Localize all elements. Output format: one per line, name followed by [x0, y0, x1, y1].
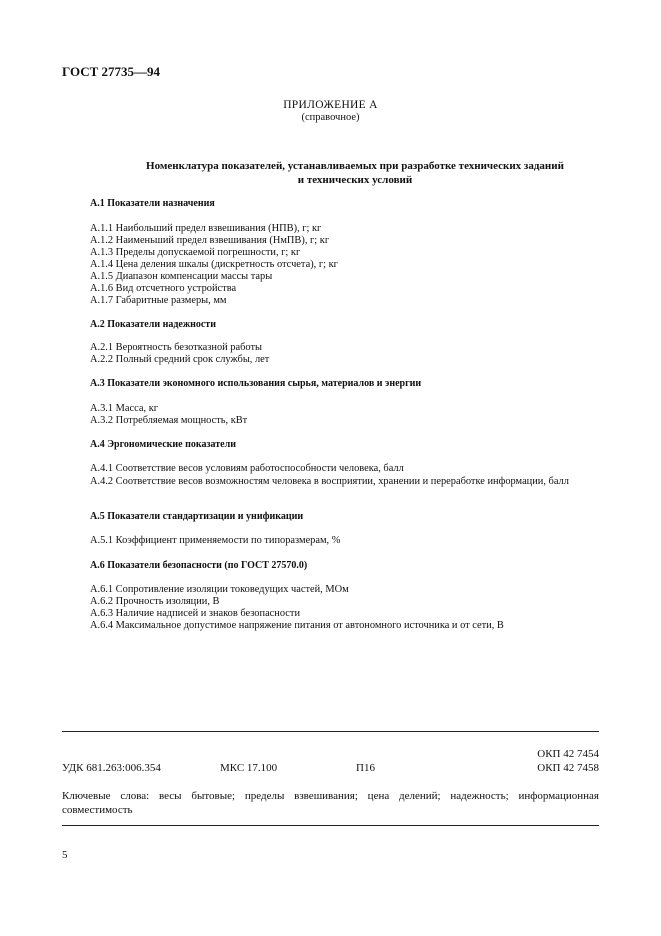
list-item-paragraph: А.4.2 Соответствие весов возможностям человека в восприятии, хранении и переработке информации, балл — [90, 476, 569, 487]
list-item: А.1.1 Наибольший предел взвешивания (НПВ), г; кг — [90, 223, 322, 234]
list-item: А.1.5 Диапазон компенсации массы тары — [90, 271, 273, 282]
list-item: А.6.4 Максимальное допустимое напряжение питания от автономного источника и от сети, В — [90, 620, 504, 631]
list-item: А.5.1 Коэффициент применяемости по типоразмерам, % — [90, 535, 341, 546]
list-item: А.6.1 Сопротивление изоляции токоведущих частей, МОм — [90, 584, 349, 595]
keywords: Ключевые слова: весы бытовые; пределы взвешивания; цена делений; надежность; информационная совместимость — [62, 790, 599, 816]
list-item: А.2.2 Полный средний срок службы, лет — [90, 354, 270, 365]
section-title: А.1 Показатели назначения — [90, 198, 215, 209]
document-title-line-2: и технических условий — [297, 174, 413, 186]
mks-code: МКС 17.100 — [220, 762, 278, 774]
okp-code-2: ОКП 42 7458 — [537, 762, 599, 774]
udk-code: УДК 681.263:006.354 — [62, 762, 161, 774]
list-item: А.1.2 Наименьший предел взвешивания (НмПВ), г; кг — [90, 235, 330, 246]
list-item: А.2.1 Вероятность безотказной работы — [90, 342, 262, 353]
appendix-subtitle: (справочное) — [301, 112, 360, 123]
list-item: А.3.1 Масса, кг — [90, 403, 159, 414]
list-item: А.3.2 Потребляемая мощность, кВт — [90, 415, 248, 426]
okp-code-1: ОКП 42 7454 — [537, 748, 599, 760]
list-item: А.6.3 Наличие надписей и знаков безопасности — [90, 608, 301, 619]
page-number: 5 — [62, 849, 68, 861]
document-title — [90, 159, 620, 187]
list-item: А.1.6 Вид отсчетного устройства — [90, 283, 237, 294]
divider — [62, 825, 599, 826]
list-item: А.1.4 Цена деления шкалы (дискретность отсчета), г; кг — [90, 259, 338, 270]
section-title: А.3 Показатели экономного использования сырья, материалов и энергии — [90, 378, 422, 389]
appendix-title: ПРИЛОЖЕНИЕ А — [283, 99, 378, 111]
standard-number: ГОСТ 27735—94 — [62, 64, 161, 79]
document-title-line-1: Номенклатура показателей, устанавливаемых при разработке технических заданий — [146, 160, 564, 172]
section-title: А.5 Показатели стандартизации и унификации — [90, 511, 304, 522]
list-item: А.4.1 Соответствие весов условиям работоспособности человека, балл — [90, 463, 404, 474]
list-item: А.1.7 Габаритные размеры, мм — [90, 295, 227, 306]
list-item: А.6.2 Прочность изоляции, В — [90, 596, 220, 607]
p-code: П16 — [356, 762, 375, 774]
list-item: А.1.3 Пределы допускаемой погрешности, г; кг — [90, 247, 301, 258]
section-title: А.6 Показатели безопасности (по ГОСТ 27570.0) — [90, 560, 308, 571]
section-title: А.2 Показатели надежности — [90, 319, 216, 330]
section-title: А.4 Эргономические показатели — [90, 439, 236, 450]
divider — [62, 731, 599, 732]
